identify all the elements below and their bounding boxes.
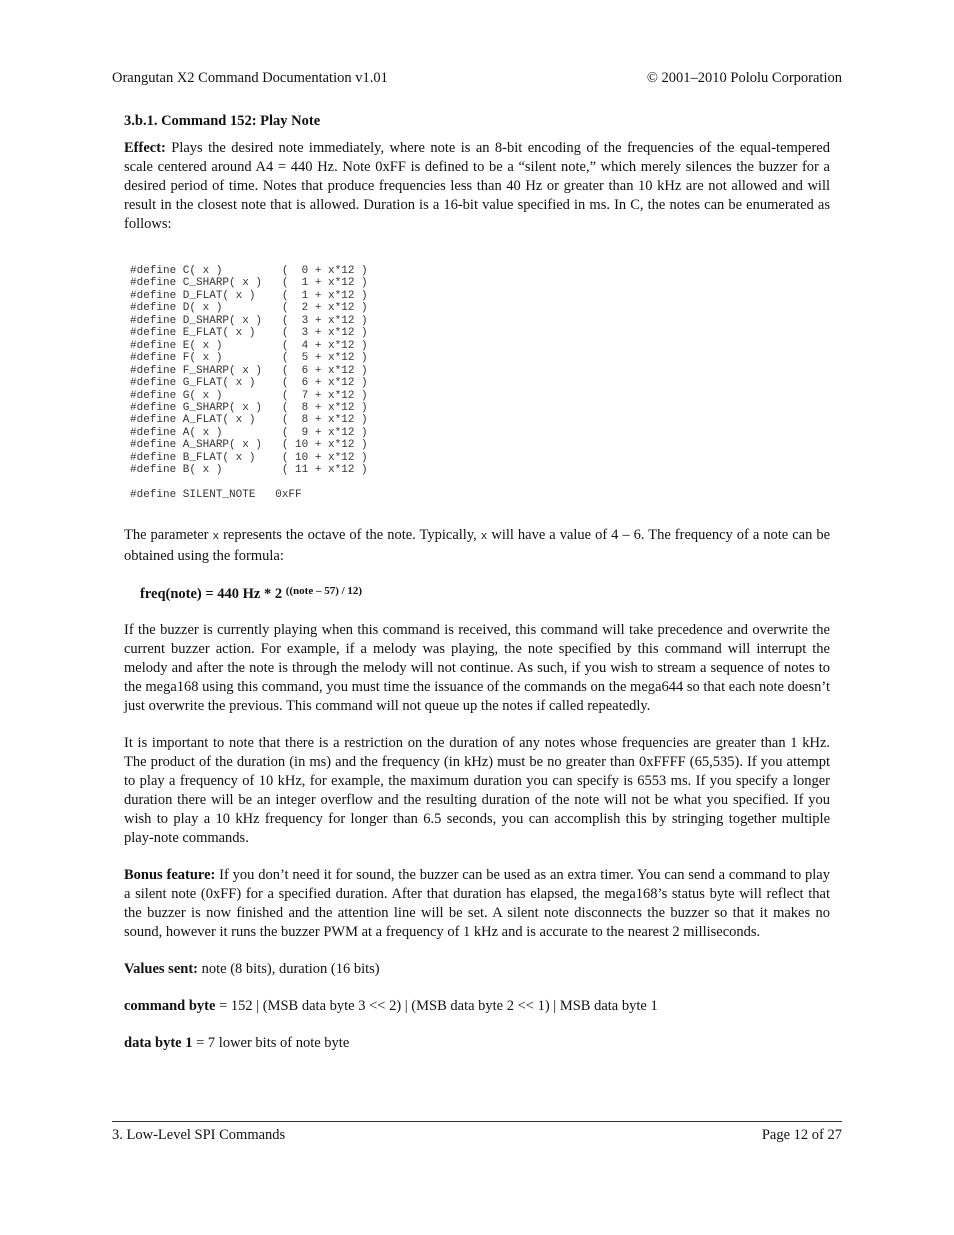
footer-page-number: Page 12 of 27 (761, 1127, 842, 1143)
data-byte-1-line (124, 1034, 830, 1053)
restriction-paragraph: It is important to note that there is a restriction on the duration of any notes whose frequencies are greater than 1 kHz. The product of the duration (in ms) and the frequency (in kHz) must be no greater than 0xFFFF (65,535). If you attempt to play a frequency of 10 kHz, for example, the maximum duration you can specify is 6553 ms. If you specify a longer duration there will be an integer overflow and the resulting duration of the note will not be what you specified. If you wish to play a 10 kHz frequency for longer than 6.5 seconds, you can accomplish this by stringing together multiple play-note commands. (124, 734, 830, 846)
parameter-paragraph (124, 526, 830, 566)
footer-divider (112, 1121, 842, 1122)
command-byte-label: command byte (124, 997, 216, 1014)
page-content (124, 111, 830, 1053)
effect-paragraph (124, 139, 830, 234)
formula-exponent: ((note – 57) / 12) (285, 584, 363, 597)
header-doc-title: Orangutan X2 Command Documentation v1.01 (112, 70, 388, 86)
param-text-3: will have a value of 4 – 6. The frequency of a note can be obtained using the formula: (124, 526, 831, 564)
command-byte-text: = 152 | (MSB data byte 3 << 2) | (MSB data byte 2 << 1) | MSB data byte 1 (215, 997, 658, 1014)
effect-label: Effect: (124, 140, 166, 156)
footer-chapter: 3. Low-Level SPI Commands (112, 1127, 286, 1143)
values-sent-line (124, 960, 830, 979)
param-var-x-2: x (480, 530, 488, 543)
bonus-paragraph (124, 866, 830, 942)
param-text-2: represents the octave of the note. Typically, (219, 526, 481, 543)
param-var-x: x (212, 530, 220, 543)
command-byte-line (124, 997, 830, 1016)
bonus-text: If you don’t need it for sound, the buzzer can be used as an extra timer. You can send a command to play a silent note (0xFF) for a specified duration. After that duration has elapsed, the mega168’s status byte will reflect that the buzzer is now finished and the attention line will be set. A silent note disconnects the buzzer so that it makes no sound, however it runs the buzzer PWM at a frequency of 1 kHz and is accurate to the nearest 2 milliseconds. (124, 866, 830, 940)
overwrite-paragraph: If the buzzer is currently playing when this command is received, this command will take precedence and overwrite the current buzzer action. For example, if a melody was playing, the note specified by this command will interrupt the melody and after the note is through the melody will not continue. As such, if you wish to stream a sequence of notes to the mega168 using this command, you must time the issuance of the commands on the mega644 so that each note doesn’t just overwrite the previous. This command will not queue up the notes if called repeatedly. (124, 621, 830, 714)
note-define-code-block: #define C( x ) ( 0 + x*12 ) #define C_SHARP( x ) ( 1 + x*12 ) #define D_FLAT( x ) ( 1 + x*12 ) #define D( x ) ( 2 + x*12 ) #define D_SHARP( x ) ( 3 + x*12 ) #define E_FLAT( x ) ( 3 + x*12 ) #define E( x ) ( 4 + x*12 ) #define F( x ) ( 5 + x*12 ) #define F_SHARP( x ) ( 6 + x*12 ) #define G_FLAT( x ) ( 6 + x*12 ) #define G( x ) ( 7 + x*12 ) #define G_SHARP( x ) ( 8 + x*12 ) #define A_FLAT( x ) ( 8 + x*12 ) #define A( x ) ( 9 + x*12 ) #define A_SHARP( x ) ( 10 + x*12 ) #define B_FLAT( x ) ( 10 + x*12 ) #define B( x ) ( 11 + x*12 ) #define SILENT_NOTE 0xFF (130, 265, 368, 502)
bonus-label: Bonus feature: (124, 866, 216, 883)
values-label: Values sent: (124, 960, 198, 977)
effect-text: Plays the desired note immediately, where note is an 8-bit encoding of the frequencies of the equal-tempered scale centered around A4 = 440 Hz. Note 0xFF is defined to be a “silent note,” which merely silences the buzzer for a desired period of time. Notes that produce frequencies less than 40 Hz or greater than 10 kHz are not allowed and will result in the closest note that is allowed. Duration is a 16-bit value specified in ms. In C, the notes can be enumerated as follows: (124, 140, 830, 232)
param-text-1: The parameter (124, 526, 213, 543)
values-text: note (8 bits), duration (16 bits) (198, 960, 380, 977)
data-byte-1-text: = 7 lower bits of note byte (192, 1034, 350, 1051)
header-copyright: © 2001–2010 Pololu Corporation (646, 70, 842, 86)
formula-base: freq(note) = 440 Hz * 2 (140, 585, 286, 602)
frequency-formula (140, 584, 830, 605)
data-byte-1-label: data byte 1 (124, 1034, 193, 1051)
page-footer (112, 1127, 842, 1147)
section-title: 3.b.1. Command 152: Play Note (124, 113, 321, 129)
page-header (112, 70, 842, 90)
